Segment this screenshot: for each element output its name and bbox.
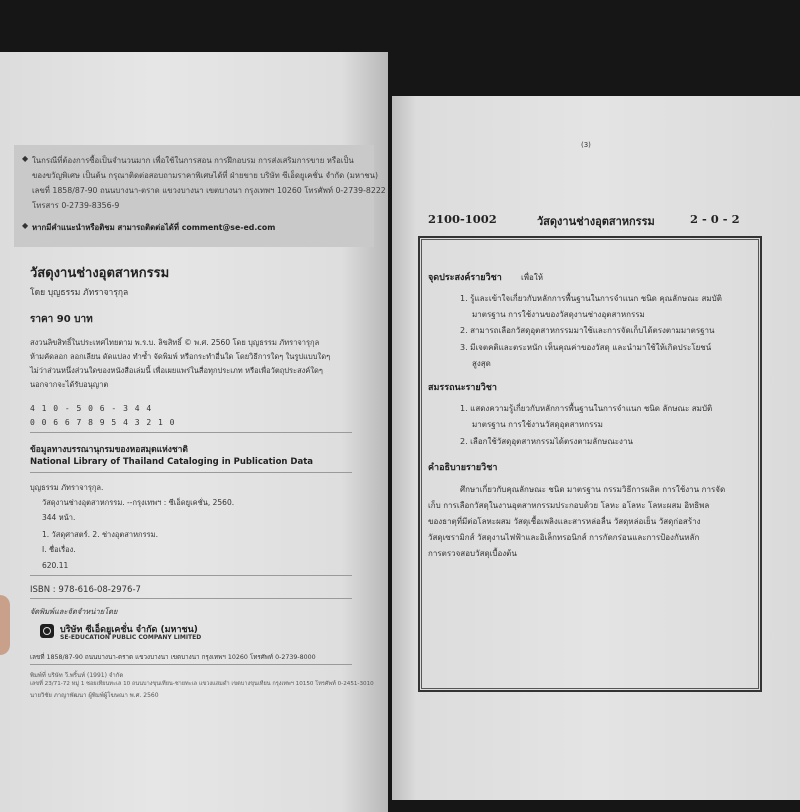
catalog-line: 1. วัสดุศาสตร์. 2. ช่างอุตสาหกรรม. [42, 530, 158, 539]
description-line: ของธาตุที่มีต่อโลหะผสม วัสดุเชื้อเพลิงและสารหล่อลื่น วัสดุหล่อเย็น วัสดุก่อสร้าง [428, 517, 701, 526]
objective-item: 1. รู้และเข้าใจเกี่ยวกับหลักการพื้นฐานในการจำแนก ชนิด คุณลักษณะ สมบัติ [460, 294, 722, 303]
isbn: ISBN : 978-616-08-2976-7 [30, 585, 141, 595]
catalog-heading-en: National Library of Thailand Cataloging in Publication Data [30, 457, 314, 467]
barcode-digits-bottom: 0 0 6 6 7 8 9 5 4 3 2 1 0 [30, 418, 176, 427]
catalog-line: วัสดุงานช่างอุตสาหกรรม. --กรุงเทพฯ : ซีเอ็ดยูเคชั่น, 2560. [42, 498, 235, 507]
publisher-name-en: SE-EDUCATION PUBLIC COMPANY LIMITED [60, 634, 202, 641]
divider [30, 472, 352, 473]
description-line: เก็บ การเลือกวัสดุในงานอุตสาหกรรมประกอบด้วย โลหะ อโลหะ โลหะผสม อิทธิพล [428, 501, 710, 510]
printer-line: นายวิชัย ภาญาพัฒนา ผู้พิมพ์ผู้โฆษณา พ.ศ. 2560 [30, 692, 159, 699]
catalog-heading-th: ข้อมูลทางบรรณานุกรมของหอสมุดแห่งชาติ [30, 445, 188, 455]
page-number: (3) [581, 141, 591, 149]
copyright-line: นอกจากจะได้รับอนุญาต [30, 380, 109, 389]
competency-item: 2. เลือกใช้วัสดุอุตสาหกรรมได้ตรงตามลักษณะงาน [460, 437, 633, 446]
publisher-name-th: บริษัท ซีเอ็ดยูเคชั่น จำกัด (มหาชน) [60, 625, 198, 635]
objective-item: 3. มีเจตคติและตระหนัก เห็นคุณค่าของวัสดุ และนำมาใช้ให้เกิดประโยชน์ [460, 343, 712, 352]
author: โดย บุญธรรม ภัทราจารุกุล [30, 288, 129, 298]
printer-line: เลขที่ 23/71-72 หมู่ 1 ซอยเทียนทะเล 10 ถนนบางขุนเทียน-ชายทะเล แขวงแสมดำ เขตบางขุนเทียน กรุงเทพฯ 10150 โทรศัพท์ 0-2451-3010 [30, 681, 374, 687]
bullet-icon: ◆ [22, 154, 29, 163]
competency-heading: สมรรถนะรายวิชา [428, 383, 497, 393]
course-credits: 2 - 0 - 2 [690, 212, 740, 226]
copyright-line: สงวนลิขสิทธิ์ในประเทศไทยตาม พ.ร.บ. ลิขสิทธิ์ © พ.ศ. 2560 โดย บุญธรรม ภัทราจารุกุล [30, 338, 320, 347]
notice-line: เลขที่ 1858/87-90 ถนนบางนา-ตราด แขวงบางนา เขตบางนา กรุงเทพฯ 10260 โทรศัพท์ 0-2739-8222 [32, 186, 386, 195]
price: ราคา 90 บาท [30, 314, 93, 325]
publisher-address: เลขที่ 1858/87-90 ถนนบางนา-ตราด แขวงบางนา เขตบางนา กรุงเทพฯ 10260 โทรศัพท์ 0-2739-8000 [30, 654, 316, 661]
book-title: วัสดุงานช่างอุตสาหกรรม [30, 266, 170, 281]
notice-line: ของขวัญพิเศษ เป็นต้น กรุณาติดต่อสอบถามราคาพิเศษได้ที่ ฝ่ายขาย บริษัท ซีเอ็ดยูเคชั่น จำกัด (มหาชน) [32, 171, 379, 180]
description-line: การตรวจสอบวัสดุเบื้องต้น [428, 549, 517, 558]
catalog-line: I. ชื่อเรื่อง. [42, 545, 76, 554]
objective-item: มาตรฐาน การใช้งานของวัสดุงานช่างอุตสาหกรรม [472, 310, 645, 319]
thumb [0, 595, 10, 655]
course-title: วัสดุงานช่างอุตสาหกรรม [537, 215, 655, 228]
barcode-digits-top: 4 1 0 - 5 0 6 - 3 4 4 [30, 404, 153, 413]
divider [30, 664, 352, 665]
catalog-line: บุญธรรม ภัทราจารุกุล. [30, 483, 104, 492]
se-ed-logo-icon [40, 624, 54, 638]
divider [30, 575, 352, 576]
notice-line: โทรสาร 0-2739-8356-9 [32, 201, 120, 210]
printer-line: พิมพ์ที่ บริษัท วี.พริ้นท์ (1991) จำกัด [30, 672, 124, 679]
notice-line: ในกรณีที่ต้องการซื้อเป็นจำนวนมาก เพื่อใช้ในการสอน การฝึกอบรม การส่งเสริมการขาย หรือเป็น [32, 156, 354, 165]
contact-line: หากมีคำแนะนำหรือติชม สามารถติดต่อได้ที่ comment@se-ed.com [32, 223, 276, 232]
objectives-heading: จุดประสงค์รายวิชา [428, 273, 502, 283]
copyright-line: ไม่ว่าส่วนหนึ่งส่วนใดของหนังสือเล่มนี้ เพื่อเผยแพร่ในสื่อทุกประเภท หรือเพื่อวัตถุประสงค์ใดๆ [30, 366, 323, 375]
copyright-line: ห้ามคัดลอก ลอกเลียน ดัดแปลง ทำซ้ำ จัดพิมพ์ หรือกระทำอื่นใด โดยวิธีการใดๆ ในรูปแบบใดๆ [30, 352, 331, 361]
catalog-line: 344 หน้า. [42, 513, 76, 522]
competency-item: มาตรฐาน การใช้งานวัสดุอุตสาหกรรม [472, 420, 603, 429]
course-code: 2100-1002 [428, 212, 497, 226]
description-line: วัสดุเซรามิกส์ วัสดุงานไฟฟ้าและอิเล็กทรอนิกส์ การกัดกร่อนและการป้องกันหลัก [428, 533, 700, 542]
competency-item: 1. แสดงความรู้เกี่ยวกับหลักการพื้นฐานในการจำแนก ชนิด ลักษณะ สมบัติ [460, 404, 713, 413]
description-heading: คำอธิบายรายวิชา [428, 463, 498, 473]
bullet-icon: ◆ [22, 221, 29, 230]
objectives-suffix: เพื่อให้ [521, 273, 543, 282]
objective-item: 2. สามารถเลือกวัสดุอุตสาหกรรมมาใช้และการจัดเก็บได้ตรงตามมาตรฐาน [460, 326, 715, 335]
catalog-classification: 620.11 [42, 561, 69, 570]
description-line: ศึกษาเกี่ยวกับคุณลักษณะ ชนิด มาตรฐาน กรรมวิธีการผลิต การใช้งาน การจัด [460, 485, 726, 494]
objective-item: สูงสุด [472, 359, 491, 368]
divider [30, 598, 352, 599]
divider [30, 432, 352, 433]
distributor-label: จัดพิมพ์และจัดจำหน่ายโดย [30, 607, 118, 616]
